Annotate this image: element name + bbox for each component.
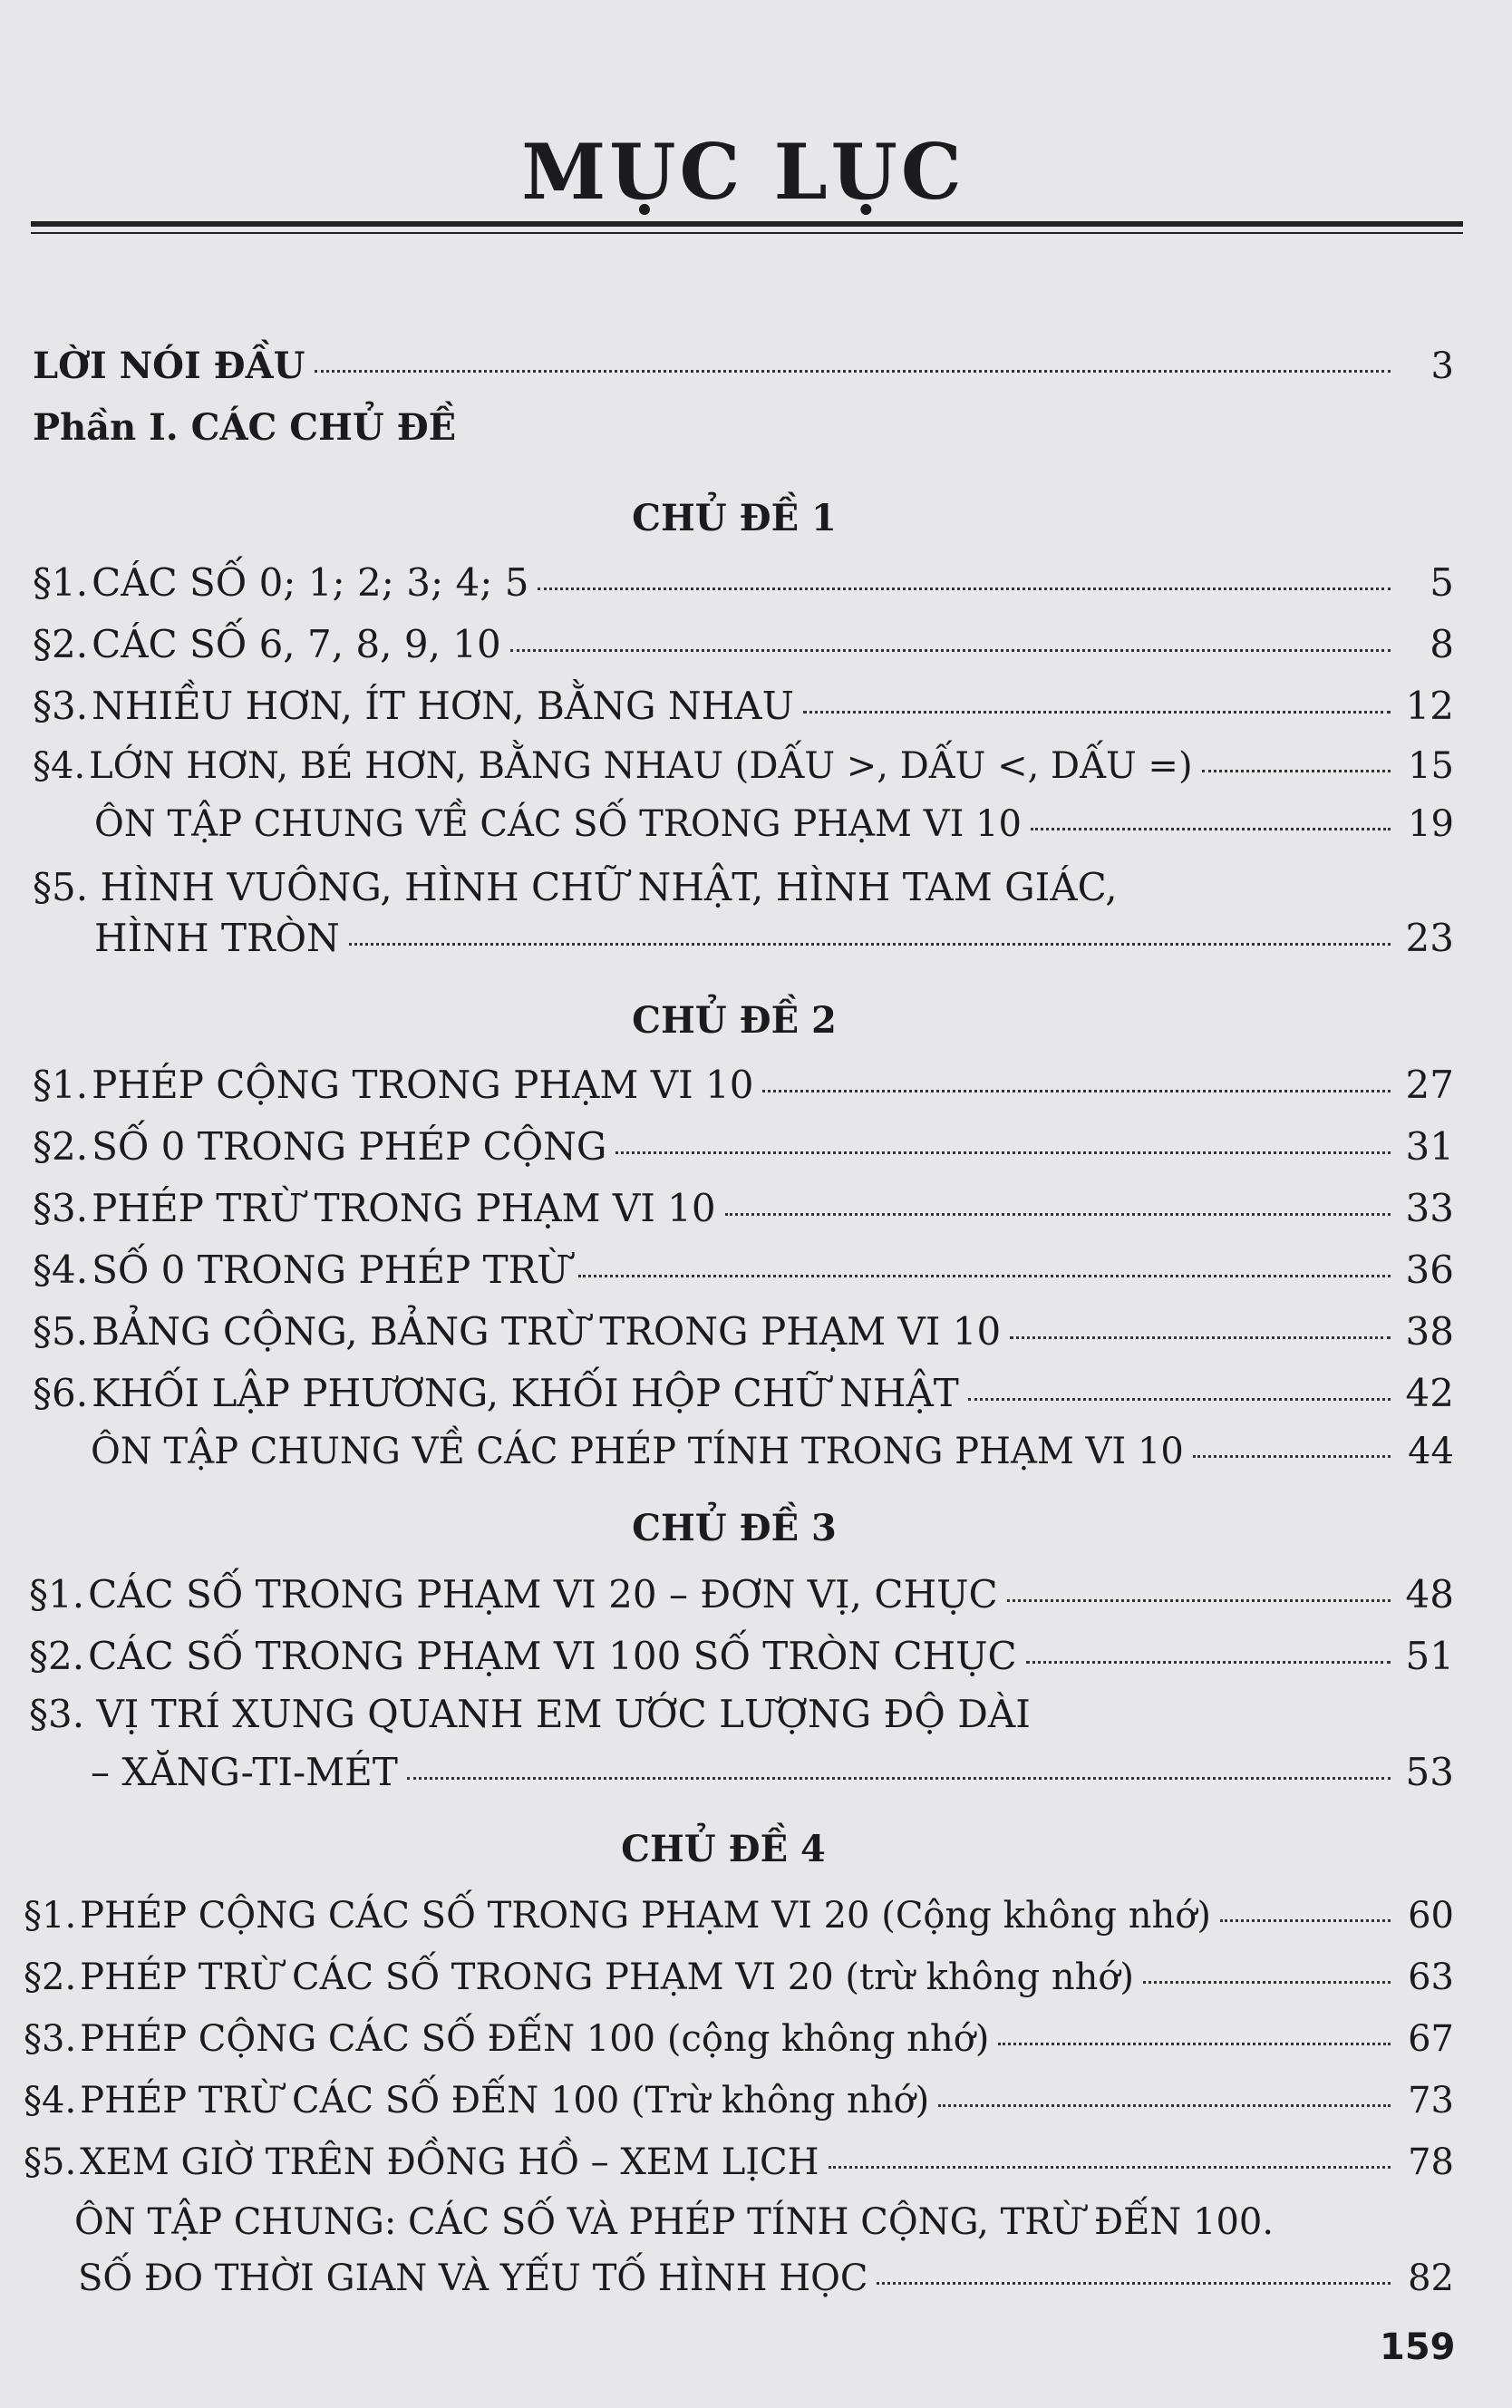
toc-entry-page: 82: [1408, 2258, 1454, 2299]
dot-leader: [762, 1090, 1391, 1092]
dot-leader: [725, 1213, 1391, 1216]
toc-entry-first-line: [33, 865, 1118, 909]
section-number: §1.: [29, 1572, 85, 1617]
dot-leader: [1220, 1919, 1391, 1922]
toc-entry[interactable]: [33, 1063, 1454, 1107]
toc-entry-label: LỚN HƠN, BÉ HƠN, BẰNG NHAU (DẤU >, DẤU <, DẤU =): [89, 745, 1193, 787]
toc-entry-page: 51: [1405, 1634, 1454, 1678]
toc-entry[interactable]: [33, 1248, 1454, 1292]
toc-entry-label: – XĂNG-TI-MÉT: [91, 1750, 398, 1794]
toc-entry[interactable]: [33, 684, 1454, 728]
dot-leader: [1010, 1336, 1391, 1339]
dot-leader: [538, 587, 1391, 590]
dot-leader: [407, 1777, 1391, 1780]
section-number: §5.: [33, 865, 89, 909]
dot-leader: [803, 711, 1391, 714]
toc-entry-page: 78: [1408, 2141, 1454, 2183]
dot-leader: [877, 2282, 1391, 2285]
toc-entry-page: 44: [1408, 1431, 1454, 1472]
toc-entry-label: NHIỀU HƠN, ÍT HƠN, BẰNG NHAU: [92, 684, 795, 728]
section-number: §4.: [33, 1248, 89, 1292]
dot-leader: [1007, 1599, 1391, 1602]
toc-entry-label: SỐ 0 TRONG PHÉP TRỪ: [92, 1248, 569, 1292]
toc-entry-label: PHÉP TRỪ CÁC SỐ ĐẾN 100 (Trừ không nhớ): [80, 2080, 930, 2122]
toc-entry[interactable]: [91, 916, 1454, 960]
topic-4-heading: CHỦ ĐỀ 4: [621, 1828, 826, 1870]
toc-entry[interactable]: [33, 1124, 1454, 1169]
dot-leader: [1031, 828, 1391, 830]
section-number: §2.: [29, 1634, 85, 1678]
toc-entry-page: 73: [1408, 2080, 1454, 2122]
toc-entry-page: 15: [1408, 745, 1454, 787]
toc-entry[interactable]: [24, 2018, 1454, 2060]
toc-entry-page: 36: [1405, 1248, 1454, 1292]
section-number: §3.: [33, 1186, 89, 1230]
toc-entry-page: 38: [1405, 1309, 1454, 1354]
toc-entry-label: ÔN TẬP CHUNG VỀ CÁC PHÉP TÍNH TRONG PHẠM VI 10: [91, 1431, 1184, 1472]
toc-entry[interactable]: [33, 1186, 1454, 1230]
section-number: §6.: [33, 1371, 89, 1415]
dot-leader: [1193, 1455, 1391, 1458]
toc-entry[interactable]: [74, 2258, 1454, 2299]
dot-leader: [1202, 770, 1391, 772]
toc-entry-first-line: [29, 1692, 1031, 1736]
section-number: §3.: [24, 2018, 77, 2060]
section-number: §5.: [24, 2141, 77, 2183]
toc-entry-label: PHÉP TRỪ CÁC SỐ TRONG PHẠM VI 20 (trừ không nhớ): [80, 1956, 1135, 1998]
toc-entry-page: 53: [1405, 1750, 1454, 1794]
dot-leader: [1143, 1981, 1391, 1984]
dot-leader: [615, 1151, 1391, 1154]
toc-entry-label: HÌNH TRÒN: [94, 916, 340, 960]
toc-entry-page: 23: [1405, 916, 1454, 960]
section-number: §5.: [33, 1309, 89, 1354]
dot-leader: [829, 2166, 1391, 2169]
section-number: §3.: [29, 1692, 85, 1736]
toc-entry[interactable]: [29, 1634, 1454, 1678]
page-title: MỤC LỤC: [521, 127, 965, 217]
toc-entry-label: SỐ 0 TRONG PHÉP CỘNG: [92, 1124, 607, 1169]
dot-leader: [578, 1275, 1391, 1277]
toc-entry-page: 12: [1405, 684, 1454, 728]
dot-leader: [510, 649, 1391, 652]
topic-1-heading: CHỦ ĐỀ 1: [632, 497, 837, 539]
toc-entry-loi-noi-dau[interactable]: [33, 345, 1454, 387]
toc-entry[interactable]: [33, 745, 1454, 787]
toc-entry[interactable]: [24, 2141, 1454, 2183]
toc-entry[interactable]: [24, 2080, 1454, 2122]
section-number: §1.: [24, 1895, 77, 1937]
toc-entry[interactable]: [33, 560, 1454, 605]
dot-leader: [998, 2043, 1391, 2045]
dot-leader: [315, 370, 1391, 373]
toc-entry-page: 63: [1408, 1956, 1454, 1998]
toc-entry-label: CÁC SỐ TRONG PHẠM VI 20 – ĐƠN VỊ, CHỤC: [88, 1572, 998, 1617]
toc-entry[interactable]: [91, 803, 1454, 845]
toc-entry-page: 33: [1405, 1186, 1454, 1230]
toc-entry-label: PHÉP CỘNG TRONG PHẠM VI 10: [92, 1063, 754, 1107]
topic-3-heading: CHỦ ĐỀ 3: [632, 1507, 837, 1549]
toc-entry-label: PHÉP TRỪ TRONG PHẠM VI 10: [92, 1186, 716, 1230]
section-number: §2.: [33, 622, 89, 666]
toc-entry-label: PHÉP CỘNG CÁC SỐ TRONG PHẠM VI 20 (Cộng không nhớ): [80, 1895, 1211, 1937]
toc-entry-first-line: ÔN TẬP CHUNG: CÁC SỐ VÀ PHÉP TÍNH CỘNG, TRỪ ĐẾN 100.: [74, 2201, 1275, 2243]
toc-entry-page: 42: [1405, 1371, 1454, 1415]
section-number: §2.: [33, 1124, 89, 1169]
section-number: §1.: [33, 1063, 89, 1107]
toc-entry-label: BẢNG CỘNG, BẢNG TRỪ TRONG PHẠM VI 10: [92, 1309, 1002, 1354]
toc-entry-label: ÔN TẬP CHUNG VỀ CÁC SỐ TRONG PHẠM VI 10: [94, 803, 1023, 845]
toc-entry[interactable]: [87, 1750, 1454, 1794]
toc-entry[interactable]: [33, 622, 1454, 666]
toc-entry-label: KHỐI LẬP PHƯƠNG, KHỐI HỘP CHỮ NHẬT: [92, 1371, 959, 1415]
dot-leader: [968, 1398, 1391, 1401]
toc-entry-page: 8: [1430, 622, 1454, 666]
toc-entry-label: VỊ TRÍ XUNG QUANH EM ƯỚC LƯỢNG ĐỘ DÀI: [96, 1692, 1031, 1736]
toc-entry-page: 48: [1405, 1572, 1454, 1617]
toc-entry-page: 19: [1408, 803, 1454, 845]
toc-entry-label: CÁC SỐ TRONG PHẠM VI 100 SỐ TRÒN CHỤC: [88, 1634, 1017, 1678]
toc-entry-label: LỜI NÓI ĐẦU: [33, 345, 305, 387]
toc-entry-page: 27: [1405, 1063, 1454, 1107]
topic-2-heading: CHỦ ĐỀ 2: [632, 999, 837, 1042]
dot-leader: [349, 943, 1391, 946]
toc-entry-page: 60: [1408, 1895, 1454, 1937]
toc-entry-label: SỐ ĐO THỜI GIAN VÀ YẾU TỐ HÌNH HỌC: [78, 2258, 868, 2299]
toc-entry[interactable]: [24, 1956, 1454, 1998]
toc-entry[interactable]: [33, 1309, 1454, 1354]
section-number: §4.: [33, 745, 86, 787]
section-number: §3.: [33, 684, 89, 728]
toc-entry-page: 5: [1430, 560, 1454, 605]
section-number: §4.: [24, 2080, 77, 2122]
toc-entry-label: HÌNH VUÔNG, HÌNH CHỮ NHẬT, HÌNH TAM GIÁC,: [100, 865, 1118, 909]
toc-entry-label: XEM GIỜ TRÊN ĐỒNG HỒ – XEM LỊCH: [80, 2141, 819, 2183]
toc-entry-page: 31: [1405, 1124, 1454, 1169]
section-number: §1.: [33, 560, 89, 605]
toc-entry[interactable]: [33, 1371, 1454, 1415]
title-rule-thin: [31, 232, 1463, 234]
page-number: 159: [1380, 2326, 1456, 2368]
section-number: §2.: [24, 1956, 77, 1998]
toc-entry-page: 67: [1408, 2018, 1454, 2060]
dot-leader: [1026, 1661, 1391, 1664]
part-heading: Phần I. CÁC CHỦ ĐỀ: [33, 406, 457, 449]
toc-entry-page: 3: [1430, 345, 1454, 387]
toc-entry-label: PHÉP CỘNG CÁC SỐ ĐẾN 100 (cộng không nhớ): [80, 2018, 990, 2060]
toc-entry-label: CÁC SỐ 6, 7, 8, 9, 10: [92, 622, 501, 666]
toc-entry[interactable]: [87, 1431, 1454, 1472]
toc-entry[interactable]: [24, 1895, 1454, 1937]
toc-entry[interactable]: [29, 1572, 1454, 1617]
dot-leader: [938, 2104, 1391, 2107]
toc-entry-label: CÁC SỐ 0; 1; 2; 3; 4; 5: [92, 560, 529, 605]
title-rule-thick: [31, 221, 1463, 227]
